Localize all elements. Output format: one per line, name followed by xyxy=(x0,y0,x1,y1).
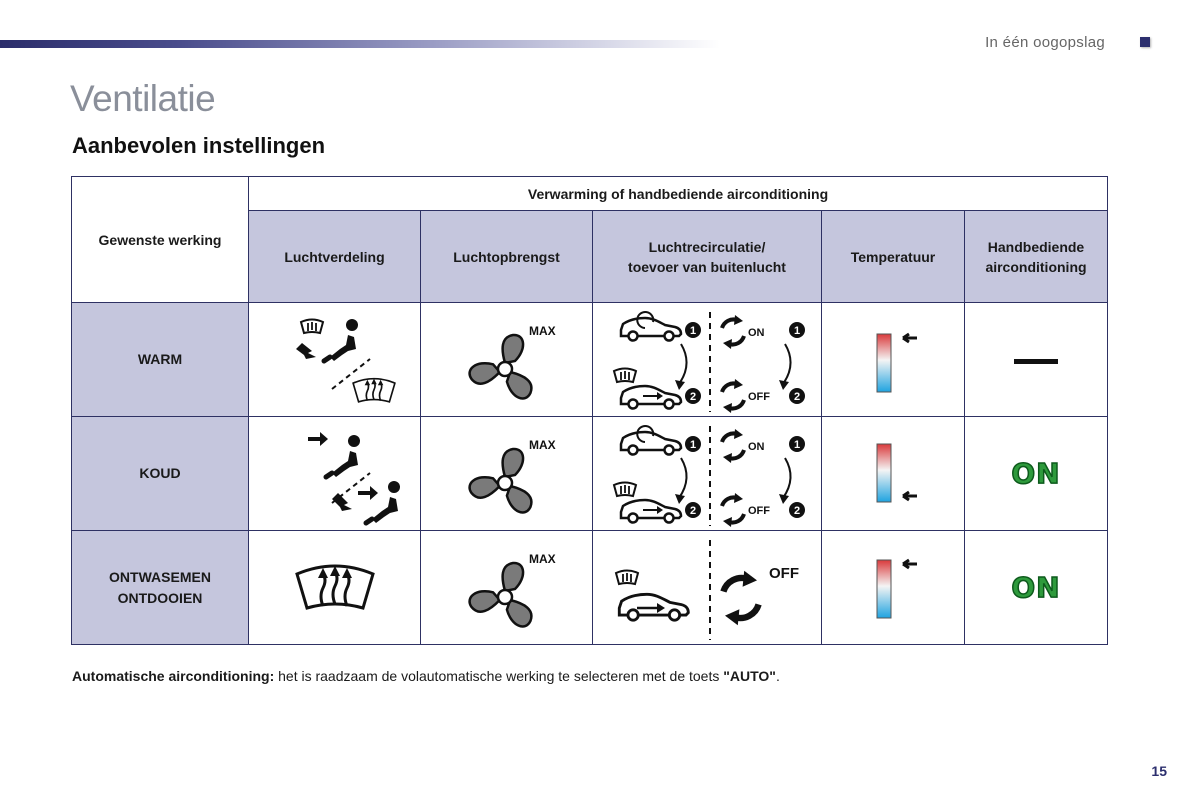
distribution-cell xyxy=(249,303,421,417)
svg-text:ON: ON xyxy=(748,440,765,453)
fan-max-label: MAX xyxy=(528,437,556,452)
footnote-key: "AUTO" xyxy=(723,668,776,684)
distribution-cell xyxy=(249,417,421,531)
column-header: Luchtopbrengst xyxy=(421,211,593,303)
section-marker xyxy=(1140,37,1150,47)
svg-text:ON: ON xyxy=(748,326,765,339)
ac-off-dash xyxy=(1014,359,1058,364)
column-header: Temperatuur xyxy=(822,211,965,303)
svg-text:1: 1 xyxy=(793,438,801,451)
svg-text:2: 2 xyxy=(793,504,801,517)
table-row xyxy=(72,417,1108,531)
page-subtitle: Aanbevolen instellingen xyxy=(72,133,326,158)
header-gradient-bar xyxy=(0,40,720,48)
svg-text:2: 2 xyxy=(689,390,697,403)
fan-cell xyxy=(421,303,593,417)
temperature-cell xyxy=(822,531,965,645)
recirc-cell xyxy=(593,303,822,417)
settings-table xyxy=(71,176,1108,645)
fan-icon xyxy=(457,315,557,405)
column-header: Handbediende airconditioning xyxy=(965,211,1108,303)
svg-text:OFF: OFF xyxy=(748,390,770,403)
recirc-cell xyxy=(593,531,822,645)
fan-icon xyxy=(457,543,557,633)
mode-label: WARM xyxy=(72,303,249,417)
column-header: Luchtverdeling xyxy=(249,211,421,303)
page-number: 15 xyxy=(1151,763,1167,779)
ac-cell xyxy=(965,531,1108,645)
footnote xyxy=(72,668,780,684)
recirculation-icon xyxy=(593,532,821,644)
recirculation-icon xyxy=(593,304,821,416)
windscreen-icon xyxy=(285,548,385,628)
recirc-cell xyxy=(593,417,822,531)
svg-text:OFF: OFF xyxy=(769,564,799,582)
fan-icon xyxy=(457,429,557,519)
svg-text:OFF: OFF xyxy=(748,504,770,517)
table-row xyxy=(72,531,1108,645)
temperature-scale-icon xyxy=(853,320,933,400)
page-title: Ventilatie xyxy=(70,78,216,119)
fan-cell xyxy=(421,531,593,645)
recirculation-icon xyxy=(593,418,821,530)
fan-max-label: MAX xyxy=(528,551,556,566)
windscreen-feet-icon xyxy=(260,307,410,413)
svg-text:2: 2 xyxy=(689,504,697,517)
temperature-scale-icon xyxy=(853,434,933,514)
distribution-cell xyxy=(249,531,421,645)
temperature-cell xyxy=(822,303,965,417)
footnote-end: . xyxy=(775,668,780,684)
section-label: In één oogopslag xyxy=(985,34,1105,51)
svg-text:1: 1 xyxy=(689,438,697,451)
fan-cell xyxy=(421,417,593,531)
temperature-cell xyxy=(822,417,965,531)
mode-label: KOUD xyxy=(72,417,249,531)
ac-cell xyxy=(965,417,1108,531)
corner-header: Gewenste werking xyxy=(72,177,249,303)
table-row xyxy=(72,303,1108,417)
footnote-text: het is raadzaam de volautomatische werking te selecteren met de toets xyxy=(274,668,724,684)
footnote-lead: Automatische airconditioning: xyxy=(72,668,275,684)
mode-label: ONTWASEMEN ONTDOOIEN xyxy=(72,531,249,645)
svg-text:2: 2 xyxy=(793,390,801,403)
svg-text:1: 1 xyxy=(793,324,801,337)
ac-on-label: ON xyxy=(1011,571,1061,604)
column-header: Luchtrecirculatie/ toevoer van buitenlucht xyxy=(593,211,822,303)
ac-on-label: ON xyxy=(1011,457,1061,490)
svg-text:1: 1 xyxy=(689,324,697,337)
temperature-scale-icon xyxy=(853,548,933,628)
ac-cell xyxy=(965,303,1108,417)
fan-max-label: MAX xyxy=(528,323,556,338)
face-feet-icon xyxy=(260,421,410,527)
group-header: Verwarming of handbediende airconditioning xyxy=(249,177,1108,211)
